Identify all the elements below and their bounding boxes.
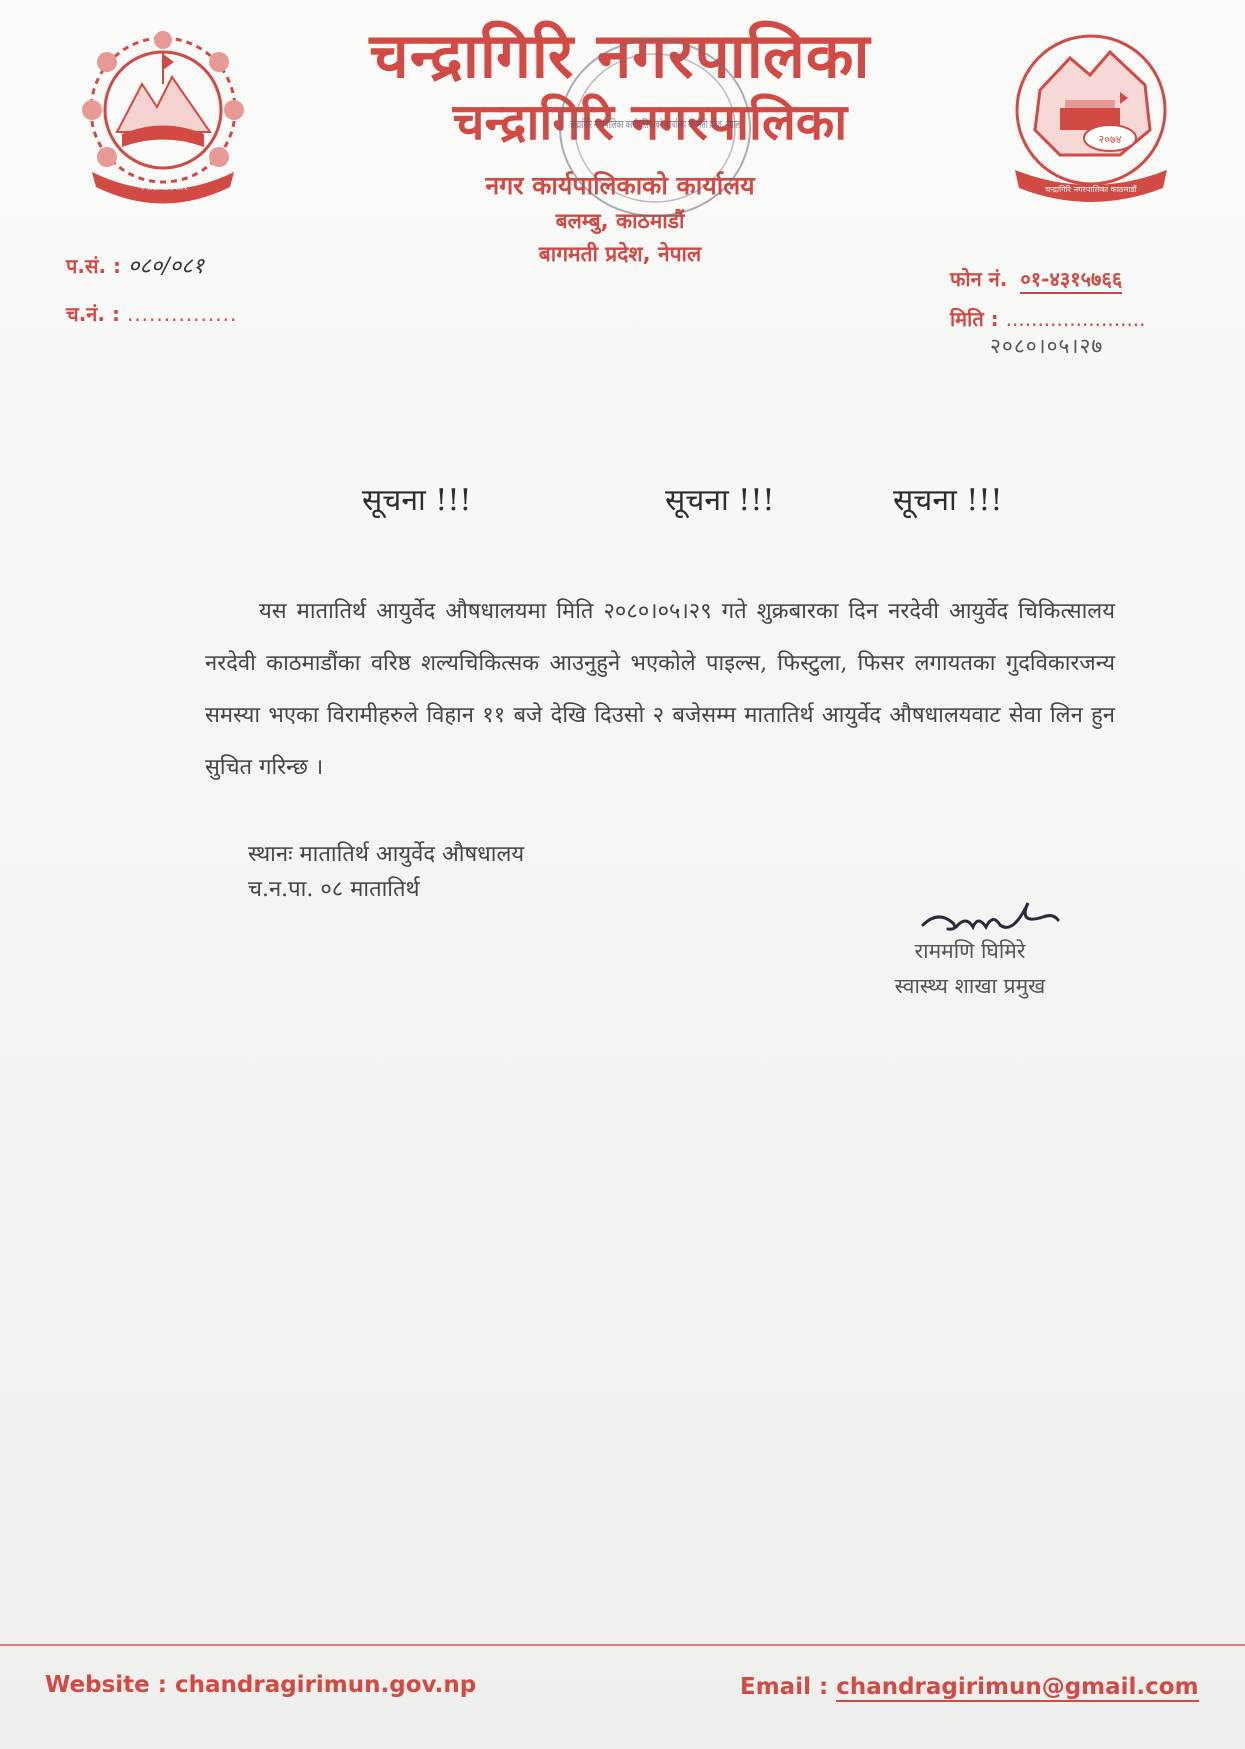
notice-body: यस मातातिर्थ आयुर्वेद औषधालयमा मिति २०८०।०५।२९ गते शुक्रबारका दिन नरदेवी आयुर्वेद चिकित्सालय नरदेवी काठमाडौंका वरिष्ठ शल्यचिकित्सक आउनुहुने भएकोले पाइल्स, फिस्टुला, फिसर लगायतका गुदविकारजन्य समस्या भएका विरामीहरुले विहान ११ बजे देखि दिउसो २ बजेसम्म मातातिर्थ आयुर्वेद औषधालयवाट सेवा लिन हुन सुचित गरिन्छ ।: [205, 599, 1115, 780]
notice-heading-3: सूचना !!!: [893, 483, 1003, 518]
emblem-left-text: नेपाल सरकार: [138, 182, 188, 193]
place-line-1: स्थानः मातातिर्थ आयुर्वेद औषधालय: [248, 842, 525, 867]
dispatch-number-value: ...............: [126, 302, 238, 326]
date-dots: ......................: [1005, 307, 1146, 331]
phone-label: फोन नं.: [950, 267, 1008, 291]
municipality-logo-icon: [1000, 30, 1182, 210]
nepal-emblem-icon: [62, 22, 264, 212]
date-field: [950, 305, 1146, 332]
address-line-2: बागमती प्रदेश, नेपाल: [538, 242, 702, 266]
notice-heading-1: सूचना !!!: [362, 483, 472, 518]
dispatch-number-label: च.नं. :: [66, 302, 120, 326]
place-line-2: च.न.पा. ०८ मातातिर्थ: [248, 877, 420, 902]
dispatch-number: [66, 300, 237, 327]
date-label: मिति :: [950, 307, 999, 331]
office-stamp: [540, 28, 770, 228]
stamp-text: चन्द्रागिरि नगरपालिका कार्यपालिकाको कार्यालय बागमती प्रदेश, नेपाल: [570, 118, 741, 131]
address-line-1: बलम्बु, काठमाडौं: [555, 209, 685, 233]
signatory-name: राममणि घिमिरे: [914, 939, 1026, 963]
footer-email-label: Email :: [740, 1674, 829, 1700]
footer-email-link[interactable]: chandragirimun@gmail.com: [836, 1674, 1199, 1700]
office-name: नगर कार्यपालिकाको कार्यालय: [485, 171, 755, 200]
footer-email: [740, 1674, 1199, 1700]
reference-number-value: ०८०/०८१: [128, 254, 205, 279]
phone-number: [950, 265, 1122, 292]
reference-number: [66, 250, 204, 280]
footer-divider: [0, 1644, 1245, 1646]
footer-website[interactable]: Website : chandragirimun.gov.np: [45, 1672, 477, 1698]
signature-image: [918, 885, 1068, 945]
date-handwritten: २०८०।०५।२७: [990, 334, 1104, 358]
emblem-right-year: २०७४: [1098, 133, 1122, 146]
phone-value: ०१-४३१५७६६: [1020, 267, 1122, 294]
notice-heading-2: सूचना !!!: [665, 483, 775, 518]
org-subtitle: चन्द्रागिरि नगरपालिका: [452, 93, 848, 151]
signatory-title: स्वास्थ्य शाखा प्रमुख: [894, 974, 1046, 998]
org-title: चन्द्रागिरि नगरपालिका: [369, 19, 871, 92]
emblem-right-text: चन्द्रागिरि नगरपालिका काठमाडौं: [1045, 185, 1137, 194]
reference-number-label: प.सं. :: [66, 254, 122, 278]
